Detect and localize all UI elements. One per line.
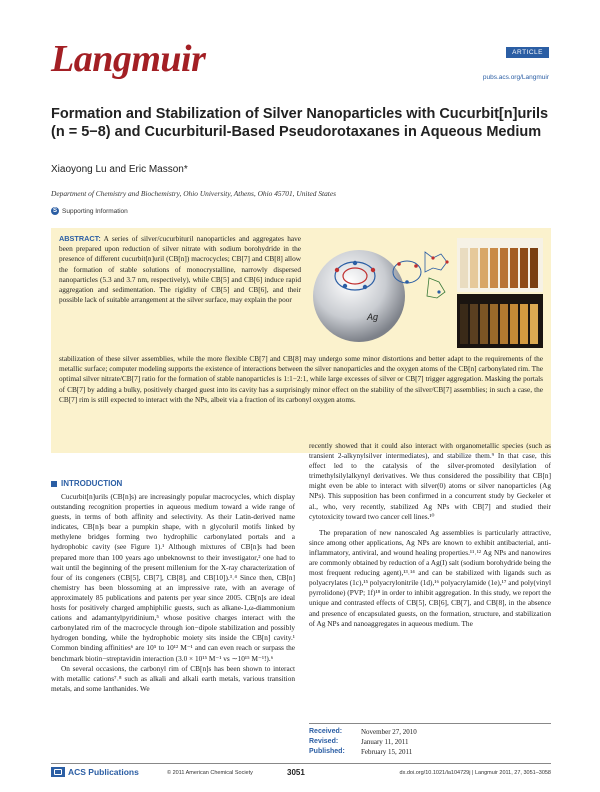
doi-link[interactable]: dx.doi.org/10.1021/la104729j | Langmuir 2011, 27, 3051–3058	[399, 770, 551, 776]
intro-paragraph-2: On several occasions, the carbonyl rim of CB[n]s has been shown to interact with metallic cations⁷˒⁸ such as alkali and alkali earth metals, various transition metals, and some lanthanides. We	[51, 663, 295, 693]
acs-logo-icon	[51, 767, 65, 777]
left-column	[51, 492, 295, 694]
article-title: Formation and Stabilization of Silver Nanoparticles with Cucurbit[n]urils (n = 5−8) and Cucurbituril-Based Pseudorotaxanes in Aqueous Medium	[51, 106, 549, 140]
publisher-name: ACS Publications	[68, 767, 139, 777]
affiliation: Department of Chemistry and Biochemistry, Ohio University, Athens, Ohio 45701, United States	[51, 189, 336, 198]
acs-publications-logo[interactable]	[51, 767, 139, 777]
intro-paragraph-3: recently showed that it could also interact with organometallic species (such as transient 2-alkynylsilver intermediates), and stabilize them.⁹ In that case, this effect led to the catalysis of the silver-promoted desilylation of trimethylsilylalkynyl derivatives. We thus considered the possibility that CB[n] might even be able to interact with silver(0) atoms or silver nanoparticles (Ag NPs). This supposition has been confirmed in a concurrent study by Geckeler et al., who, very recently, stabilized Ag NPs with CB[7] and studied their cytotoxicity toward two cancer cell lines.¹⁰	[309, 441, 551, 521]
abstract-label: ABSTRACT:	[59, 234, 101, 243]
received-row: Received: November 27, 2010	[309, 728, 417, 736]
journal-url-link[interactable]: pubs.acs.org/Langmuir	[482, 74, 549, 81]
revised-row: Revised: January 11, 2011	[309, 738, 409, 746]
abstract-top-text: A series of silver/cucurbituril nanoparticles and aggregates have been prepared upon reduction of silver nitrate with sodium borohydride in the presence of different cucurbit[n]uril (CB[n]) macrocycles; CB[7] and CB[8] allow the formation of stable solutions of monocrystalline, narrowly dispersed nanoparticles (5.3 and 3.7 nm, respectively), while CB[5] and CB[6] induce rapid aggregation and sedimentation. The rigidity of CB[5] and CB[6], and their possible lack of suitable arrangement at the silver surface, may explain the poor	[59, 234, 302, 305]
authors: Xiaoyong Lu and Eric Masson*	[51, 164, 188, 175]
vials-photo	[457, 238, 543, 292]
section-square-icon	[51, 481, 57, 487]
article-tag: ARTICLE	[506, 47, 549, 58]
abstract-box	[51, 228, 551, 453]
silver-nanoparticle-sphere	[313, 250, 405, 342]
abstract-top	[59, 234, 301, 305]
page-footer	[51, 763, 551, 778]
vials-photo-row-2	[457, 294, 543, 348]
right-column	[309, 441, 551, 629]
publication-dates	[309, 723, 551, 757]
intro-paragraph-1: Cucurbit[n]urils (CB[n]s) are increasingly popular macrocycles, which display outstanding recognition properties in aqueous medium toward a wide range of guests, in terms of both affinity and selectivity. As their Latin-derived name indicates, CB[n]s bear a pumpkin shape, with n glycoluril motifs linked by methylene bridges forming two hydrophilic carbonylated portals and a hydrophobic cavity (see Figure 1).¹ Although mixtures of CB[n]s had been prepared more than 100 years ago unbeknownst to their investigator,² one had to wait until the beginning of the present millenium for the X-ray characterization of four of its congeners (CB[5], CB[7], CB[8], and CB[10]).³˒⁴ Since then, CB[n] chemistry has been blossoming at an impressive rate, with an average of approximately 85 publications and patents per year since 2005. CB[n]s are ideal hosts for positively charged amphiphilic guests, such as alkane-1,ω-diammonium cations and adamantylpyridinium,⁵ whose positive charges interact with the carbonylated rim of the macrocycle through ion−dipole stabilization and possibly hydrogen bonding, while the hydrophobic moiety sits inside the CB[n] cavity.¹ Common binding affinities⁶ are 10⁵ to 10¹² M⁻¹ and can even reach or surpass the benchmark biotin−streptavidin interaction (3.0 × 10¹⁵ M⁻¹ vs ∼10¹⁵ M⁻¹!).⁶	[51, 492, 295, 663]
supporting-info-label: Supporting Information	[62, 207, 128, 215]
supporting-info-icon: S	[52, 208, 57, 214]
introduction-heading-label: INTRODUCTION	[61, 479, 123, 488]
abstract-bottom-text: stabilization of these silver assemblies, while the more flexible CB[7] and CB[8] may undergo some minor distortions and better adapt to the requirements of the metallic surface; computer modeling supports the existence of interactions between the silver nanoparticles and the oxygen atoms of the CB[n] carbonylated rim. The optimal silver nitrate/CB[7] ratio for the formation of stable nanoparticles is 1:1−2:1, while large excesses of silver or CB[7] trigger aggregation. Masking the portals of CB[7] by adding a bulky, positively charged guest into its cavity has a surprisingly minor effect on the stability of the silver/CB[7] assemblies; in such a case, the CB[7] rim is still expected to interact with the NPs, albeit via a fraction of its carbonyl oxygen atoms.	[59, 354, 543, 404]
intro-paragraph-4: The preparation of new nanoscaled Ag assemblies is particularly attractive, since among other applications, Ag NPs are known to exhibit antibacterial, anti-inflammatory, antiviral, and wound healing properties.¹¹˒¹² Ag NPs and nanowires are commonly obtained by reduction of a Ag(I) salt (sodium borohydride being the most frequent reducing agent),¹³˒¹⁴ and can be stabilized with ligands such as polyacrylates (1c),¹⁵ polyacrylonitrile (1d),¹⁶ polyacrylamide (1e),¹⁷ and poly(vinyl pyrrolidone) (PVP; 1f)¹⁸ in order to inhibit aggregation. In this study, we report the unique and contrasted effects of CB[5], CB[6], CB[7], and CB[8], in the absence and presence of encapsulated guests, on the formation, structure, and stabilization of Ag NPs and nanoaggregates in aqueous medium. The	[309, 527, 551, 628]
page-number: 3051	[287, 768, 305, 777]
journal-title: Langmuir	[51, 38, 206, 80]
supporting-info-link[interactable]	[51, 207, 128, 215]
published-row: Published: February 15, 2011	[309, 748, 413, 756]
introduction-heading	[51, 479, 122, 488]
copyright: © 2011 American Chemical Society	[167, 770, 253, 776]
toc-graphic	[307, 234, 545, 350]
ag-label: Ag	[367, 312, 379, 322]
